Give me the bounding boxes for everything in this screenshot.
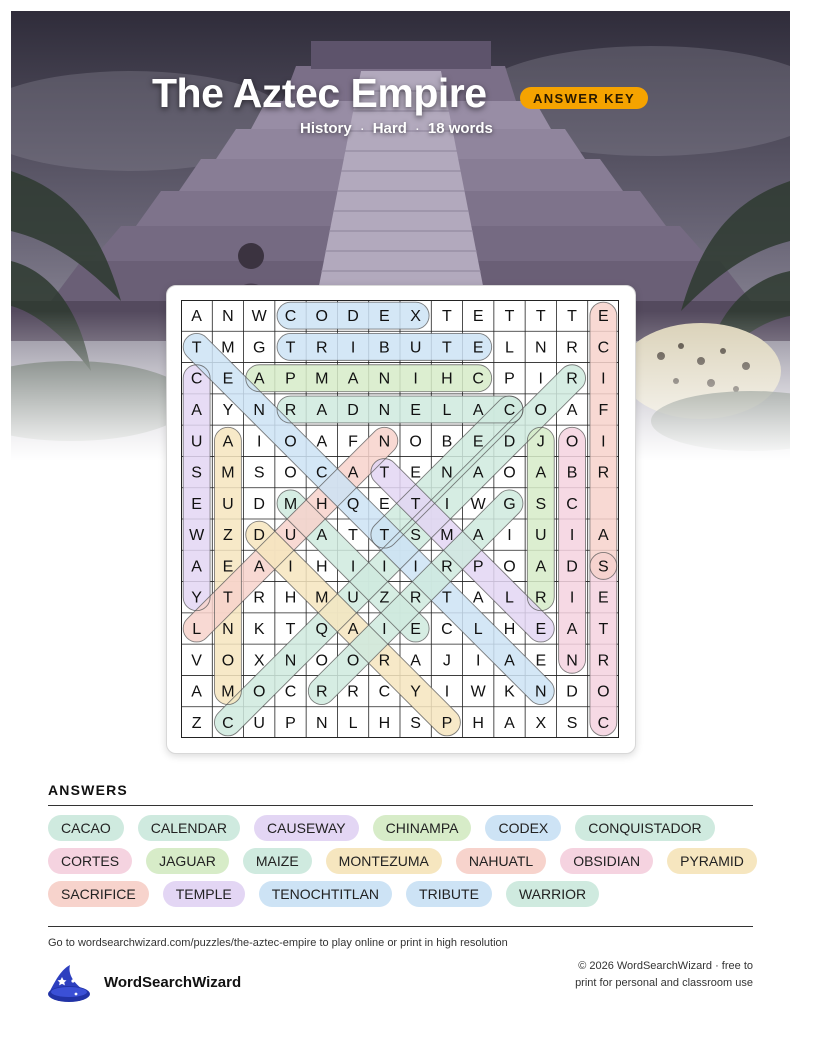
grid-letter: H	[316, 558, 328, 576]
grid-letter: W	[470, 495, 486, 513]
grid-letter: O	[597, 683, 610, 701]
grid-letter: B	[566, 464, 578, 482]
grid-letter: O	[315, 652, 329, 670]
puzzle-meta	[300, 120, 493, 137]
answer-chip-temple: TEMPLE	[163, 881, 245, 907]
footer-link-text[interactable]: Go to wordsearchwizard.com/puzzles/the-aztec-empire to play online or print in high resolution	[48, 937, 508, 949]
grid-letter: M	[440, 527, 454, 545]
grid-letter: A	[410, 652, 421, 670]
grid-letter: O	[284, 433, 297, 451]
grid-letter: E	[472, 433, 484, 451]
grid-letter: T	[598, 621, 609, 638]
grid-letter: U	[284, 527, 297, 545]
answer-chip-chinampa: CHINAMPA	[373, 815, 472, 841]
grid-letter: R	[347, 683, 359, 701]
grid-letter: R	[378, 652, 391, 670]
grid-letter: T	[535, 308, 546, 326]
grid-letter: P	[285, 714, 296, 732]
grid-letter: A	[504, 714, 515, 732]
grid-letter: E	[222, 370, 234, 388]
footer-divider	[48, 926, 753, 927]
grid-letter: G	[252, 339, 266, 357]
answers-divider	[48, 805, 753, 806]
answer-chip-cacao: CACAO	[48, 815, 124, 841]
grid-letter: U	[222, 495, 234, 513]
grid-letter: D	[347, 308, 359, 326]
grid-letter: I	[288, 558, 293, 576]
grid-letter: T	[285, 339, 296, 357]
meta-separator: ·	[414, 120, 420, 137]
grid-letter: P	[504, 370, 515, 388]
grid-letter: I	[475, 652, 481, 670]
grid-letter: A	[347, 370, 359, 388]
answer-chip-obsidian: OBSIDIAN	[560, 848, 653, 874]
grid-letter: A	[566, 402, 578, 419]
copyright-text: © 2026 WordSearchWizard · free to print for personal and classroom use	[575, 960, 753, 989]
answer-chip-pyramid: PYRAMID	[667, 848, 757, 874]
grid-letter: P	[472, 558, 484, 576]
answer-chip-maize: MAIZE	[243, 848, 312, 874]
grid-letter: L	[442, 402, 452, 419]
answer-chip-sacrifice: SACRIFICE	[48, 881, 149, 907]
grid-letter: E	[410, 621, 421, 638]
grid-letter: O	[221, 652, 235, 670]
grid-letter: T	[285, 621, 296, 638]
answer-row	[48, 881, 768, 907]
answer-chip-nahuatl: NAHUATL	[456, 848, 546, 874]
grid-letter: M	[315, 589, 329, 607]
grid-letter: A	[472, 402, 484, 419]
grid-letter: A	[347, 464, 359, 482]
grid-letter: A	[472, 527, 484, 545]
grid-letter: J	[536, 433, 545, 451]
grid-letter: E	[535, 652, 547, 670]
grid-letter: N	[378, 402, 391, 419]
grid-letter: X	[535, 714, 547, 732]
grid-letter: E	[535, 621, 547, 638]
grid-letter: E	[379, 495, 390, 513]
grid-letter: I	[350, 339, 356, 357]
answer-chip-codex: CODEX	[485, 815, 561, 841]
grid-letter: J	[442, 652, 451, 670]
grid-letter: R	[441, 558, 453, 576]
answer-chip-calendar: CALENDAR	[138, 815, 240, 841]
grid-letter: C	[316, 464, 328, 482]
grid-letter: N	[441, 464, 453, 482]
grid-letter: A	[472, 464, 484, 482]
grid-letter: N	[316, 714, 328, 732]
grid-letter: I	[413, 370, 418, 388]
grid-letter: C	[503, 402, 516, 419]
grid-letter: H	[316, 495, 328, 513]
grid-letter: R	[535, 589, 547, 607]
grid-letter: L	[505, 339, 514, 357]
grid-letter: L	[348, 714, 358, 732]
word-count-label: 18 words	[427, 120, 493, 137]
grid-letter: S	[191, 464, 202, 482]
grid-letter: A	[535, 558, 547, 576]
grid-letter: I	[444, 495, 450, 513]
grid-letter: E	[410, 402, 421, 419]
grid-letter: C	[222, 714, 234, 732]
grid-letter: L	[505, 589, 514, 607]
grid-letter: S	[410, 714, 421, 732]
page-title: The Aztec Empire	[152, 70, 487, 116]
grid-letter: R	[316, 339, 328, 357]
grid-letter: L	[473, 621, 483, 638]
grid-letter: A	[191, 683, 202, 701]
answer-chip-warrior: WARRIOR	[506, 881, 599, 907]
grid-letter: A	[316, 402, 328, 419]
grid-letter: N	[222, 308, 234, 326]
grid-letter: P	[285, 370, 296, 388]
grid-letter: B	[379, 339, 390, 357]
grid-letter: O	[346, 652, 360, 670]
grid-letter: I	[444, 683, 450, 701]
difficulty-label: Hard	[372, 120, 407, 137]
subject-label: History	[300, 120, 352, 137]
brand-logo[interactable]	[46, 963, 266, 1005]
grid-letter: O	[534, 402, 548, 419]
grid-letter: S	[253, 464, 265, 482]
grid-letter: S	[598, 558, 609, 576]
grid-letter: A	[535, 464, 547, 482]
grid-letter: D	[253, 527, 265, 545]
grid-letter: Y	[410, 683, 421, 701]
grid-letter: I	[601, 433, 606, 451]
answer-chip-jaguar: JAGUAR	[146, 848, 229, 874]
grid-letter: W	[251, 308, 267, 326]
answer-chip-cortes: CORTES	[48, 848, 132, 874]
grid-letter: O	[565, 433, 579, 451]
grid-letter: I	[256, 433, 262, 451]
grid-letter: C	[597, 714, 610, 732]
grid-letter: R	[597, 652, 610, 670]
grid-letter: E	[598, 589, 609, 607]
grid-letter: E	[472, 308, 484, 326]
grid-letter: O	[409, 433, 422, 451]
grid-letter: A	[316, 527, 328, 545]
grid-letter: L	[192, 621, 202, 638]
grid-letter: N	[535, 339, 547, 357]
grid-letter: E	[191, 495, 202, 513]
grid-letter: T	[348, 527, 358, 545]
grid-letter: A	[504, 652, 515, 670]
grid-letter: A	[316, 433, 328, 451]
grid-letter: R	[253, 589, 265, 607]
brand-name: WordSearchWizard	[104, 974, 242, 991]
grid-letter: X	[253, 652, 265, 670]
answer-chip-tenochtitlan: TENOCHTITLAN	[259, 881, 392, 907]
answer-key-badge: ANSWER KEY	[520, 87, 648, 109]
grid-letter: C	[190, 370, 203, 388]
grid-letter: O	[503, 464, 516, 482]
grid-letter: I	[507, 527, 512, 545]
grid-letter: H	[503, 621, 516, 638]
grid-letter: D	[253, 495, 265, 513]
grid-letter: Z	[379, 589, 390, 607]
grid-letter: N	[535, 683, 547, 701]
grid-letter: I	[413, 558, 418, 576]
grid-letter: N	[284, 652, 297, 670]
grid-letter: I	[350, 558, 356, 576]
grid-letter: M	[283, 495, 298, 513]
grid-letter: M	[221, 683, 235, 701]
grid-letter: O	[315, 308, 329, 326]
grid-letter: Q	[315, 621, 329, 638]
answer-chip-tribute: TRIBUTE	[406, 881, 492, 907]
grid-letter: S	[566, 714, 578, 732]
grid-letter: X	[410, 308, 421, 326]
grid-letter: D	[566, 683, 578, 701]
answer-chip-causeway: CAUSEWAY	[254, 815, 359, 841]
grid-letter: Y	[191, 589, 202, 607]
answer-chip-montezuma: MONTEZUMA	[326, 848, 442, 874]
grid-letter: I	[382, 558, 387, 576]
grid-letter: M	[315, 370, 329, 388]
word-search-grid	[181, 300, 619, 738]
grid-letter: A	[566, 621, 578, 638]
grid-letter: C	[378, 683, 391, 701]
grid-letter: O	[503, 558, 516, 576]
grid-letter: N	[566, 652, 578, 670]
grid-letter: O	[252, 683, 266, 701]
grid-letter: I	[569, 527, 575, 545]
grid-letter: U	[190, 433, 203, 451]
grid-letter: R	[284, 402, 297, 419]
grid-letter: C	[566, 495, 578, 513]
grid-letter: T	[504, 308, 515, 326]
answer-list	[48, 815, 768, 914]
grid-letter: C	[441, 621, 453, 638]
grid-letter: T	[379, 464, 390, 482]
grid-letter: T	[442, 339, 452, 357]
grid-letter: I	[601, 370, 606, 388]
grid-letter: E	[379, 308, 390, 326]
grid-letter: O	[284, 464, 297, 482]
grid-letter: H	[472, 714, 484, 732]
grid-letter: S	[535, 495, 547, 513]
grid-letter: N	[378, 433, 391, 451]
grid-letter: E	[410, 464, 421, 482]
meta-separator: ·	[359, 120, 365, 137]
grid-letter: P	[441, 714, 453, 732]
grid-letter: T	[567, 308, 577, 326]
grid-letter: B	[441, 433, 453, 451]
grid-letter: M	[221, 464, 235, 482]
grid-letter: H	[441, 370, 453, 388]
grid-letter: T	[442, 589, 452, 607]
grid-letter: H	[378, 714, 391, 732]
grid-letter: G	[503, 495, 516, 513]
grid-letter: N	[378, 370, 391, 388]
answers-heading: ANSWERS	[48, 782, 128, 798]
grid-letter: K	[504, 683, 515, 701]
grid-letter: Y	[222, 402, 234, 419]
grid-letter: A	[598, 527, 609, 545]
grid-letter: U	[253, 714, 265, 732]
grid-letter: A	[191, 402, 202, 419]
grid-letter: C	[472, 370, 484, 388]
grid-letter: A	[222, 433, 234, 451]
grid-letter: D	[347, 402, 359, 419]
grid-letter: U	[535, 527, 547, 545]
grid-letter: V	[191, 652, 202, 670]
grid-letter: A	[253, 370, 265, 388]
answer-row	[48, 815, 768, 841]
grid-letter: Z	[223, 527, 233, 545]
answer-chip-conquistador: CONQUISTADOR	[575, 815, 714, 841]
grid-letter: F	[598, 402, 609, 419]
grid-letter: W	[189, 527, 205, 545]
grid-letter: T	[223, 589, 233, 607]
grid-letter: A	[191, 558, 202, 576]
grid-letter: E	[222, 558, 234, 576]
grid-letter: Z	[191, 714, 202, 732]
grid-letter: C	[284, 683, 297, 701]
grid-letter: F	[348, 433, 358, 451]
grid-letter: R	[597, 464, 610, 482]
answer-row	[48, 848, 768, 874]
grid-letter: I	[382, 621, 387, 638]
grid-letter: K	[253, 621, 265, 638]
grid-letter: E	[598, 308, 609, 326]
grid-letter: W	[470, 683, 486, 701]
grid-letter: A	[347, 621, 359, 638]
grid-letter: M	[221, 339, 235, 357]
grid-letter: H	[284, 589, 297, 607]
grid-letter: T	[410, 495, 421, 513]
grid-letter: Q	[346, 495, 360, 513]
grid-letter: R	[316, 683, 328, 701]
letter-grid-svg	[181, 300, 619, 738]
grid-letter: U	[409, 339, 422, 357]
grid-letter: S	[410, 527, 421, 545]
grid-letter: U	[347, 589, 359, 607]
grid-letter: N	[222, 621, 234, 638]
grid-letter: D	[503, 433, 516, 451]
wizard-hat-icon	[46, 963, 92, 1005]
grid-letter: D	[566, 558, 578, 576]
grid-letter: A	[191, 308, 202, 326]
grid-letter: I	[569, 589, 575, 607]
grid-letter: E	[472, 339, 484, 357]
grid-letter: R	[566, 370, 578, 388]
grid-letter: A	[472, 589, 484, 607]
grid-letter: C	[284, 308, 297, 326]
grid-letter: I	[538, 370, 544, 388]
grid-letter: R	[566, 339, 578, 357]
grid-letter: T	[379, 527, 390, 545]
grid-letter: C	[597, 339, 610, 357]
grid-letter: N	[253, 402, 265, 419]
grid-letter: A	[253, 558, 265, 576]
grid-letter: T	[442, 308, 452, 326]
grid-letter: R	[409, 589, 422, 607]
grid-letter: T	[191, 339, 202, 357]
